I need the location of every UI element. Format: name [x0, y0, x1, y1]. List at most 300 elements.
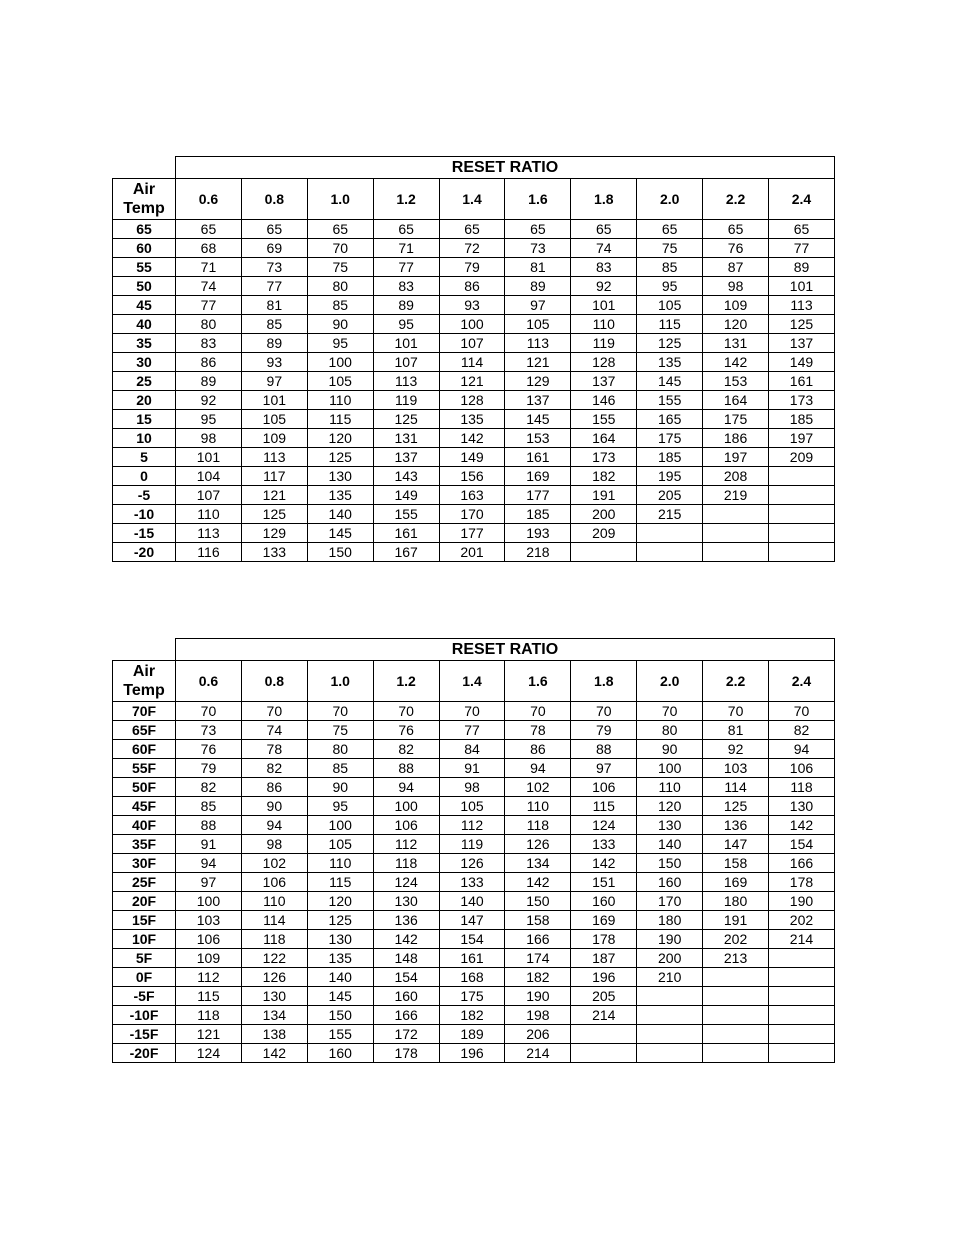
value-cell: 121: [176, 1025, 242, 1044]
value-cell: 154: [373, 968, 439, 987]
air-temp-cell: 5: [113, 448, 176, 467]
value-cell: 158: [505, 911, 571, 930]
value-cell: [571, 1025, 637, 1044]
value-cell: 191: [571, 486, 637, 505]
ratio-header-cell: 2.0: [637, 179, 703, 220]
ratio-header-cell: 1.4: [439, 661, 505, 702]
value-cell: 200: [637, 949, 703, 968]
air-temp-cell: 50: [113, 277, 176, 296]
table-row: [113, 277, 835, 296]
value-cell: 100: [307, 353, 373, 372]
table-row: [113, 486, 835, 505]
air-temp-cell: -15: [113, 524, 176, 543]
value-cell: 197: [769, 429, 835, 448]
value-cell: 86: [439, 277, 505, 296]
value-cell: 110: [505, 797, 571, 816]
table-row: [113, 835, 835, 854]
value-cell: 70: [307, 239, 373, 258]
table-row: [113, 429, 835, 448]
value-cell: 105: [439, 797, 505, 816]
value-cell: 124: [571, 816, 637, 835]
value-cell: 206: [505, 1025, 571, 1044]
value-cell: 106: [176, 930, 242, 949]
value-cell: 115: [571, 797, 637, 816]
value-cell: 73: [176, 721, 242, 740]
value-cell: 115: [307, 873, 373, 892]
value-cell: 81: [241, 296, 307, 315]
value-cell: 101: [241, 391, 307, 410]
value-cell: 168: [439, 968, 505, 987]
value-cell: 150: [307, 543, 373, 562]
value-cell: 151: [571, 873, 637, 892]
table-row: [113, 816, 835, 835]
value-cell: 214: [571, 1006, 637, 1025]
value-cell: 100: [637, 759, 703, 778]
value-cell: 145: [505, 410, 571, 429]
value-cell: 105: [307, 372, 373, 391]
air-temp-cell: 65F: [113, 721, 176, 740]
value-cell: 113: [505, 334, 571, 353]
value-cell: 109: [703, 296, 769, 315]
value-cell: 75: [307, 258, 373, 277]
value-cell: 82: [241, 759, 307, 778]
air-temp-header-line2: Temp: [123, 200, 165, 217]
table-row: [113, 911, 835, 930]
value-cell: 195: [637, 467, 703, 486]
value-cell: 80: [176, 315, 242, 334]
value-cell: [637, 524, 703, 543]
value-cell: 161: [439, 949, 505, 968]
value-cell: 103: [176, 911, 242, 930]
value-cell: 205: [571, 987, 637, 1006]
value-cell: 134: [505, 854, 571, 873]
value-cell: 145: [307, 987, 373, 1006]
table-row: [113, 1025, 835, 1044]
value-cell: 182: [571, 467, 637, 486]
air-temp-cell: -15F: [113, 1025, 176, 1044]
value-cell: 175: [703, 410, 769, 429]
air-temp-header-line1: Air: [132, 663, 156, 680]
value-cell: 200: [571, 505, 637, 524]
value-cell: 106: [241, 873, 307, 892]
value-cell: [637, 543, 703, 562]
table-row: [113, 334, 835, 353]
table-row: [113, 778, 835, 797]
value-cell: 65: [307, 220, 373, 239]
value-cell: [637, 1006, 703, 1025]
value-cell: [769, 1006, 835, 1025]
value-cell: [769, 486, 835, 505]
value-cell: 154: [439, 930, 505, 949]
air-temp-cell: 20F: [113, 892, 176, 911]
value-cell: 92: [703, 740, 769, 759]
value-cell: 140: [307, 968, 373, 987]
value-cell: [703, 968, 769, 987]
value-cell: 201: [439, 543, 505, 562]
value-cell: 82: [176, 778, 242, 797]
value-cell: 114: [439, 353, 505, 372]
value-cell: 79: [439, 258, 505, 277]
value-cell: 100: [307, 816, 373, 835]
table-row: [113, 467, 835, 486]
value-cell: 104: [176, 467, 242, 486]
value-cell: 185: [637, 448, 703, 467]
value-cell: 133: [241, 543, 307, 562]
value-cell: 169: [703, 873, 769, 892]
table-row: [113, 353, 835, 372]
value-cell: 125: [307, 448, 373, 467]
value-cell: 125: [373, 410, 439, 429]
value-cell: 155: [637, 391, 703, 410]
table-row: [113, 930, 835, 949]
value-cell: 154: [769, 835, 835, 854]
value-cell: 77: [373, 258, 439, 277]
value-cell: 130: [307, 930, 373, 949]
value-cell: 101: [769, 277, 835, 296]
table-row: [113, 1044, 835, 1063]
air-temp-cell: -10: [113, 505, 176, 524]
air-temp-cell: 25: [113, 372, 176, 391]
value-cell: 153: [505, 429, 571, 448]
value-cell: 113: [176, 524, 242, 543]
value-cell: 70: [571, 702, 637, 721]
value-cell: 105: [637, 296, 703, 315]
air-temp-cell: 0: [113, 467, 176, 486]
value-cell: 170: [637, 892, 703, 911]
air-temp-cell: 30F: [113, 854, 176, 873]
value-cell: 164: [703, 391, 769, 410]
value-cell: 120: [703, 315, 769, 334]
value-cell: 124: [176, 1044, 242, 1063]
value-cell: [769, 949, 835, 968]
value-cell: 65: [241, 220, 307, 239]
value-cell: 198: [505, 1006, 571, 1025]
value-cell: 77: [439, 721, 505, 740]
value-cell: 107: [176, 486, 242, 505]
value-cell: 88: [373, 759, 439, 778]
value-cell: 125: [307, 911, 373, 930]
value-cell: 103: [703, 759, 769, 778]
value-cell: 161: [769, 372, 835, 391]
value-cell: 126: [439, 854, 505, 873]
value-cell: 145: [637, 372, 703, 391]
value-cell: 83: [373, 277, 439, 296]
value-cell: 118: [505, 816, 571, 835]
value-cell: 90: [307, 315, 373, 334]
value-cell: 110: [571, 315, 637, 334]
air-temp-cell: 70F: [113, 702, 176, 721]
value-cell: 101: [176, 448, 242, 467]
value-cell: 177: [439, 524, 505, 543]
ratio-header-cell: 2.4: [769, 179, 835, 220]
value-cell: 153: [703, 372, 769, 391]
value-cell: 115: [307, 410, 373, 429]
value-cell: 125: [637, 334, 703, 353]
value-cell: [703, 1025, 769, 1044]
value-cell: 73: [241, 258, 307, 277]
value-cell: 83: [571, 258, 637, 277]
value-cell: 112: [373, 835, 439, 854]
table-row: [113, 239, 835, 258]
value-cell: 142: [373, 930, 439, 949]
table-row: [113, 892, 835, 911]
value-cell: 70: [637, 702, 703, 721]
value-cell: 142: [241, 1044, 307, 1063]
table-row: [113, 391, 835, 410]
value-cell: 186: [703, 429, 769, 448]
value-cell: 137: [505, 391, 571, 410]
air-temp-cell: 15F: [113, 911, 176, 930]
value-cell: 122: [241, 949, 307, 968]
value-cell: 146: [571, 391, 637, 410]
value-cell: 101: [373, 334, 439, 353]
value-cell: 142: [505, 873, 571, 892]
value-cell: 90: [307, 778, 373, 797]
value-cell: 143: [373, 467, 439, 486]
ratio-header-row: [113, 661, 835, 702]
value-cell: 105: [241, 410, 307, 429]
air-temp-header-line2: Temp: [123, 682, 165, 699]
value-cell: 120: [307, 892, 373, 911]
value-cell: 92: [571, 277, 637, 296]
value-cell: 155: [307, 1025, 373, 1044]
value-cell: 65: [505, 220, 571, 239]
table-row: [113, 372, 835, 391]
value-cell: 93: [241, 353, 307, 372]
value-cell: 74: [176, 277, 242, 296]
value-cell: 128: [439, 391, 505, 410]
value-cell: 142: [439, 429, 505, 448]
value-cell: 177: [505, 486, 571, 505]
value-cell: 178: [571, 930, 637, 949]
value-cell: 193: [505, 524, 571, 543]
air-temp-cell: 35F: [113, 835, 176, 854]
value-cell: 69: [241, 239, 307, 258]
value-cell: 175: [439, 987, 505, 1006]
value-cell: 106: [571, 778, 637, 797]
value-cell: 97: [571, 759, 637, 778]
ratio-header-cell: 0.6: [176, 179, 242, 220]
value-cell: 166: [373, 1006, 439, 1025]
table-row: [113, 524, 835, 543]
value-cell: 115: [176, 987, 242, 1006]
value-cell: 100: [373, 797, 439, 816]
ratio-header-cell: 2.2: [703, 661, 769, 702]
table-row: [113, 721, 835, 740]
value-cell: 173: [769, 391, 835, 410]
air-temp-cell: 25F: [113, 873, 176, 892]
table-row: [113, 987, 835, 1006]
value-cell: 65: [703, 220, 769, 239]
value-cell: 82: [373, 740, 439, 759]
value-cell: 102: [505, 778, 571, 797]
value-cell: 170: [439, 505, 505, 524]
table-row: [113, 873, 835, 892]
value-cell: 150: [307, 1006, 373, 1025]
value-cell: 178: [769, 873, 835, 892]
value-cell: 85: [241, 315, 307, 334]
air-temp-cell: 40: [113, 315, 176, 334]
ratio-header-cell: 1.2: [373, 661, 439, 702]
table-row: [113, 543, 835, 562]
value-cell: [703, 524, 769, 543]
value-cell: 180: [703, 892, 769, 911]
table-row: [113, 258, 835, 277]
table-row: [113, 968, 835, 987]
value-cell: 89: [505, 277, 571, 296]
value-cell: 129: [241, 524, 307, 543]
value-cell: 94: [769, 740, 835, 759]
air-temp-cell: 65: [113, 220, 176, 239]
value-cell: 80: [307, 740, 373, 759]
value-cell: 85: [307, 759, 373, 778]
air-temp-header-line1: Air: [132, 181, 156, 198]
value-cell: [571, 543, 637, 562]
value-cell: 89: [373, 296, 439, 315]
value-cell: 97: [176, 873, 242, 892]
value-cell: 92: [176, 391, 242, 410]
value-cell: 161: [505, 448, 571, 467]
air-temp-cell: 5F: [113, 949, 176, 968]
value-cell: 81: [505, 258, 571, 277]
value-cell: 121: [439, 372, 505, 391]
air-temp-cell: 10: [113, 429, 176, 448]
value-cell: 107: [373, 353, 439, 372]
value-cell: 138: [241, 1025, 307, 1044]
air-temp-cell: 15: [113, 410, 176, 429]
value-cell: 136: [703, 816, 769, 835]
value-cell: 90: [637, 740, 703, 759]
table-row: [113, 296, 835, 315]
value-cell: 160: [637, 873, 703, 892]
table-row: [113, 448, 835, 467]
value-cell: 106: [769, 759, 835, 778]
ratio-header-cell: 1.6: [505, 661, 571, 702]
air-temp-cell: 40F: [113, 816, 176, 835]
value-cell: 80: [637, 721, 703, 740]
value-cell: 114: [241, 911, 307, 930]
value-cell: 178: [373, 1044, 439, 1063]
value-cell: 88: [176, 816, 242, 835]
value-cell: 110: [307, 391, 373, 410]
ratio-header-cell: 1.8: [571, 661, 637, 702]
value-cell: 172: [373, 1025, 439, 1044]
value-cell: 107: [439, 334, 505, 353]
value-cell: 137: [769, 334, 835, 353]
value-cell: 210: [637, 968, 703, 987]
value-cell: [769, 1025, 835, 1044]
value-cell: 71: [373, 239, 439, 258]
value-cell: 74: [571, 239, 637, 258]
value-cell: 65: [176, 220, 242, 239]
value-cell: 137: [373, 448, 439, 467]
air-temp-cell: 45F: [113, 797, 176, 816]
value-cell: 86: [176, 353, 242, 372]
value-cell: 118: [769, 778, 835, 797]
value-cell: 100: [439, 315, 505, 334]
table-title: RESET RATIO: [176, 639, 835, 661]
value-cell: 208: [703, 467, 769, 486]
value-cell: 70: [703, 702, 769, 721]
value-cell: [769, 1044, 835, 1063]
blank-corner-cell: [113, 639, 176, 661]
value-cell: 78: [505, 721, 571, 740]
value-cell: 79: [571, 721, 637, 740]
value-cell: 77: [176, 296, 242, 315]
value-cell: 94: [176, 854, 242, 873]
table-title: RESET RATIO: [176, 157, 835, 179]
value-cell: 169: [505, 467, 571, 486]
value-cell: 105: [307, 835, 373, 854]
value-cell: 113: [241, 448, 307, 467]
value-cell: [769, 505, 835, 524]
table-row: [113, 740, 835, 759]
value-cell: 126: [241, 968, 307, 987]
value-cell: 101: [571, 296, 637, 315]
value-cell: 110: [307, 854, 373, 873]
value-cell: 70: [769, 702, 835, 721]
value-cell: 116: [176, 543, 242, 562]
value-cell: 125: [769, 315, 835, 334]
value-cell: [769, 467, 835, 486]
value-cell: 85: [176, 797, 242, 816]
ratio-header-row: [113, 179, 835, 220]
air-temp-cell: -20F: [113, 1044, 176, 1063]
value-cell: 110: [176, 505, 242, 524]
air-temp-cell: -20: [113, 543, 176, 562]
value-cell: 160: [307, 1044, 373, 1063]
value-cell: 75: [637, 239, 703, 258]
air-temp-cell: 45: [113, 296, 176, 315]
value-cell: 121: [241, 486, 307, 505]
value-cell: 95: [176, 410, 242, 429]
value-cell: 86: [505, 740, 571, 759]
value-cell: 147: [703, 835, 769, 854]
value-cell: 218: [505, 543, 571, 562]
ratio-header-cell: 0.6: [176, 661, 242, 702]
table-row: [113, 410, 835, 429]
value-cell: 70: [373, 702, 439, 721]
air-temp-cell: -10F: [113, 1006, 176, 1025]
air-temp-header: [113, 179, 176, 220]
value-cell: 149: [769, 353, 835, 372]
value-cell: 95: [373, 315, 439, 334]
value-cell: 150: [637, 854, 703, 873]
value-cell: [703, 1044, 769, 1063]
value-cell: 76: [703, 239, 769, 258]
value-cell: 135: [637, 353, 703, 372]
air-temp-cell: 35: [113, 334, 176, 353]
air-temp-cell: 20: [113, 391, 176, 410]
value-cell: 80: [307, 277, 373, 296]
value-cell: 112: [439, 816, 505, 835]
value-cell: 133: [571, 835, 637, 854]
value-cell: 131: [373, 429, 439, 448]
value-cell: 70: [241, 702, 307, 721]
value-cell: 94: [505, 759, 571, 778]
value-cell: 142: [769, 816, 835, 835]
value-cell: [703, 505, 769, 524]
value-cell: 165: [637, 410, 703, 429]
air-temp-cell: 10F: [113, 930, 176, 949]
value-cell: 98: [703, 277, 769, 296]
table-row: [113, 315, 835, 334]
value-cell: 72: [439, 239, 505, 258]
air-temp-cell: 0F: [113, 968, 176, 987]
value-cell: 95: [307, 797, 373, 816]
value-cell: 94: [373, 778, 439, 797]
value-cell: 135: [307, 486, 373, 505]
